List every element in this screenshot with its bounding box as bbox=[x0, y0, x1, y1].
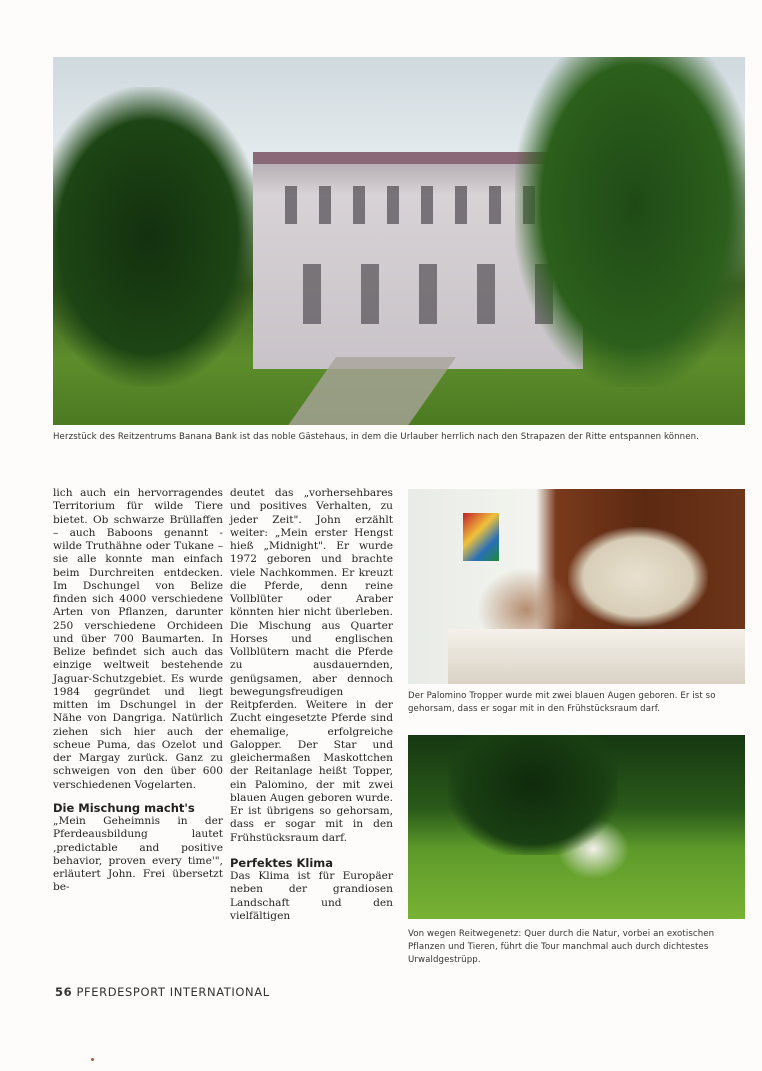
text-column-1 bbox=[53, 487, 223, 895]
magazine-name: PFERDESPORT INTERNATIONAL bbox=[76, 985, 270, 999]
column1-intro: lich auch ein hervorragendes Territorium für wilde Tiere bietet. Ob schwarze Brüllaffen – auch Baboons genannt - wilde Truthähne oder Tukane – sie alle konnte man einfach beim Durchreiten entdecken. Im Dschungel von Belize finden sich 4000 verschiedene Arten von Pflanzen, darunter 250 verschiedene Orchideen und über 700 Baumarten. In Belize befindet sich auch das einzige weltweit bestehende Jaguar-Schutzgebiet. Es wurde 1984 gegründet und liegt mitten im Dschungel in der Nähe von Dangriga. Natürlich ziehen sich hier auch der scheue Puma, das Ozelot und der Margay zurück. Ganz zu schweigen von den über 600 verschiedenen Vogelarten. bbox=[53, 487, 223, 791]
ride-caption: Von wegen Reitwegenetz: Quer durch die Natur, vorbei an exotischen Pflanzen und Tieren, führt die Tour manchmal auch durch dichtestes Urwaldgestrüpp. bbox=[408, 929, 715, 965]
heading-klima: Perfektes Klima bbox=[230, 855, 334, 870]
decorative-dot bbox=[91, 1058, 94, 1061]
column2-para1: deutet das „vorhersehbares und positives Verhalten, zu jeder Zeit". John erzählt weiter: „Mein erster Hengst hieß „Midnight". Er wurde 1972 geboren und brachte viele Nachkommen. Er kreuzt die Pferde, denn reine Vollblüter oder Araber könnten hier nicht überleben. Die Mischung aus Quarter Horses und englischen Vollblütern macht die Pferde zu ausdauernden, genügsamen, aber dennoch bewegungsfreudigen Reitpferden. Weitere in der Zucht eingesetzte Pferde sind ehemalige, erfolgreiche Galopper. Der Star und gleichermaßen Maskottchen der Reitanlage heißt Topper, ein Palomino, der mit zwei blauen Augen geboren wurde. Er ist übrigens so gehorsam, dass er sogar mit in den Frühstücksraum darf. bbox=[230, 487, 393, 844]
dining-caption: Der Palomino Tropper wurde mit zwei blauen Augen geboren. Er ist so gehorsam, dass er sogar mit in den Frühstücksraum darf. bbox=[408, 691, 716, 714]
hero-tree-left bbox=[53, 87, 263, 387]
page-number: 56 bbox=[55, 985, 73, 999]
hero-photo-guesthouse bbox=[53, 57, 745, 425]
breakfast-table bbox=[448, 629, 745, 684]
hero-tree-right bbox=[515, 57, 745, 387]
hero-caption: Herzstück des Reitzentrums Banana Bank ist das noble Gästehaus, in dem die Urlauber herrlich nach den Strapazen der Ritte entspannen können. bbox=[53, 432, 699, 442]
stained-glass-window bbox=[463, 513, 499, 561]
photo-jungle-ride bbox=[408, 735, 745, 919]
palomino-horse bbox=[568, 527, 708, 627]
photo-breakfast-room-horse bbox=[408, 489, 745, 684]
page-footer bbox=[55, 985, 270, 999]
text-column-2 bbox=[230, 487, 393, 923]
column2-para2: Das Klima ist für Europäer neben der grandiosen Landschaft und den vielfältigen bbox=[230, 870, 393, 922]
heading-mischung: Die Mischung macht's bbox=[53, 800, 195, 815]
jungle-tree bbox=[448, 735, 618, 855]
column1-para2: „Mein Geheimnis in der Pferdeausbildung lautet ‚predictable and positive behavior, proven every time'", erläutert John. Frei übersetzt be- bbox=[53, 815, 223, 894]
